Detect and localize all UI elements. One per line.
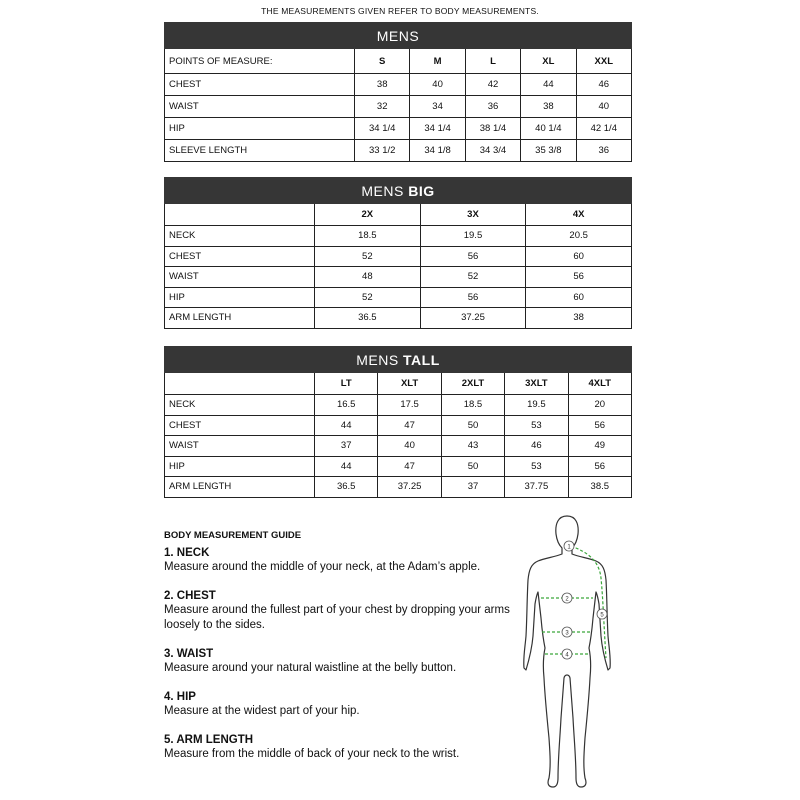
table-row (165, 118, 632, 140)
step-text: Measure from the middle of back of your neck to the wrist. (164, 748, 460, 760)
table-cell: 34 (410, 96, 465, 118)
title-plain: MENS (361, 182, 404, 199)
size-header: 3X (420, 204, 526, 226)
step-heading: 5. ARM LENGTH (164, 734, 254, 746)
table-cell: 37.75 (505, 477, 568, 498)
mens-tall-table-title (165, 347, 632, 373)
size-header: 2XLT (441, 373, 504, 395)
table-cell: 47 (378, 415, 441, 436)
table-row (165, 308, 632, 329)
table-cell: 37.25 (420, 308, 526, 329)
guide-step-arm-length (164, 733, 514, 762)
step-text: Measure around the middle of your neck, at the Adam’s apple. (164, 561, 481, 573)
table-cell: 38 (526, 308, 632, 329)
table-cell: 56 (568, 456, 631, 477)
table-cell: 37 (441, 477, 504, 498)
marker-label: 5 (600, 612, 604, 619)
mens-tall-size-table (164, 346, 632, 498)
row-label: ARM LENGTH (165, 308, 315, 329)
table-cell: 50 (441, 456, 504, 477)
table-row (165, 477, 632, 498)
table-row (165, 287, 632, 308)
table-row (165, 74, 632, 96)
table-cell: 56 (420, 246, 526, 267)
table-row (165, 267, 632, 288)
points-of-measure-label: POINTS OF MEASURE: (165, 49, 355, 74)
body-measurement-guide (164, 530, 514, 776)
size-header: LT (315, 373, 378, 395)
size-header: 4XLT (568, 373, 631, 395)
size-header: XXL (576, 49, 631, 74)
measurement-lines (541, 546, 606, 658)
table-cell: 20 (568, 395, 631, 416)
marker-4 (562, 649, 572, 659)
table-header-row (165, 204, 632, 226)
guide-title: BODY MEASUREMENT GUIDE (164, 530, 302, 541)
size-header: 2X (315, 204, 421, 226)
row-label: HIP (165, 287, 315, 308)
table-cell: 16.5 (315, 395, 378, 416)
table-cell: 36 (465, 96, 520, 118)
table-title-row (165, 347, 632, 373)
size-header: XL (521, 49, 576, 74)
table-cell: 40 1/4 (521, 118, 576, 140)
table-header-row (165, 373, 632, 395)
mens-table-title: MENS (165, 23, 632, 49)
header-label (165, 204, 315, 226)
table-row (165, 456, 632, 477)
table-cell: 36.5 (315, 308, 421, 329)
table-row (165, 226, 632, 247)
row-label: HIP (165, 118, 355, 140)
row-label: CHEST (165, 415, 315, 436)
table-row (165, 96, 632, 118)
table-cell: 17.5 (378, 395, 441, 416)
table-cell: 38 1/4 (465, 118, 520, 140)
mens-big-table-title (165, 178, 632, 204)
guide-step-waist (164, 647, 514, 676)
table-cell: 52 (315, 246, 421, 267)
table-cell: 56 (568, 415, 631, 436)
step-heading: 1. NECK (164, 547, 210, 559)
marker-5 (597, 609, 607, 619)
table-header-row (165, 49, 632, 74)
step-heading: 4. HIP (164, 691, 196, 703)
table-cell: 32 (355, 96, 410, 118)
guide-step-hip (164, 690, 514, 719)
guide-step-neck (164, 546, 514, 575)
marker-label: 4 (565, 652, 569, 659)
table-cell: 56 (420, 287, 526, 308)
row-label: WAIST (165, 267, 315, 288)
table-cell: 36.5 (315, 477, 378, 498)
table-cell: 36 (576, 140, 631, 162)
table-cell: 34 1/8 (410, 140, 465, 162)
header-label (165, 373, 315, 395)
mens-big-size-table (164, 177, 632, 329)
table-cell: 43 (441, 436, 504, 457)
table-cell: 19.5 (505, 395, 568, 416)
table-cell: 38.5 (568, 477, 631, 498)
size-header: L (465, 49, 520, 74)
row-label: CHEST (165, 74, 355, 96)
table-cell: 52 (315, 287, 421, 308)
table-cell: 40 (378, 436, 441, 457)
table-cell: 56 (526, 267, 632, 288)
table-cell: 38 (355, 74, 410, 96)
table-cell: 34 1/4 (355, 118, 410, 140)
table-cell: 48 (315, 267, 421, 288)
step-text: Measure at the widest part of your hip. (164, 705, 360, 717)
row-label: ARM LENGTH (165, 477, 315, 498)
table-cell: 44 (521, 74, 576, 96)
table-cell: 50 (441, 415, 504, 436)
marker-1 (564, 541, 574, 551)
table-cell: 49 (568, 436, 631, 457)
row-label: WAIST (165, 96, 355, 118)
table-cell: 38 (521, 96, 576, 118)
table-cell: 53 (505, 415, 568, 436)
measurement-notice: THE MEASUREMENTS GIVEN REFER TO BODY MEASUREMENTS. (261, 6, 539, 16)
table-cell: 44 (315, 456, 378, 477)
table-cell: 46 (576, 74, 631, 96)
table-cell: 53 (505, 456, 568, 477)
marker-3 (562, 627, 572, 637)
table-cell: 40 (410, 74, 465, 96)
step-text: Measure around your natural waistline at the belly button. (164, 662, 457, 674)
table-cell: 18.5 (315, 226, 421, 247)
row-label: NECK (165, 226, 315, 247)
table-row (165, 246, 632, 267)
guide-step-chest (164, 589, 514, 633)
table-cell: 47 (378, 456, 441, 477)
table-row (165, 140, 632, 162)
step-heading: 2. CHEST (164, 590, 216, 602)
mens-size-table (164, 22, 632, 162)
table-cell: 20.5 (526, 226, 632, 247)
table-cell: 44 (315, 415, 378, 436)
table-cell: 37.25 (378, 477, 441, 498)
table-cell: 40 (576, 96, 631, 118)
row-label: HIP (165, 456, 315, 477)
size-header: S (355, 49, 410, 74)
table-title-row (165, 23, 632, 49)
row-label: SLEEVE LENGTH (165, 140, 355, 162)
table-cell: 42 (465, 74, 520, 96)
step-heading: 3. WAIST (164, 648, 214, 660)
table-row (165, 415, 632, 436)
title-bold: TALL (403, 351, 440, 368)
size-header: 3XLT (505, 373, 568, 395)
marker-label: 2 (565, 596, 569, 603)
table-cell: 42 1/4 (576, 118, 631, 140)
arm-length-line (571, 546, 606, 658)
table-cell: 46 (505, 436, 568, 457)
table-cell: 35 3/8 (521, 140, 576, 162)
table-cell: 34 3/4 (465, 140, 520, 162)
table-cell: 37 (315, 436, 378, 457)
table-cell: 60 (526, 287, 632, 308)
table-cell: 33 1/2 (355, 140, 410, 162)
row-label: WAIST (165, 436, 315, 457)
title-plain: MENS (356, 351, 399, 368)
table-cell: 19.5 (420, 226, 526, 247)
body-outline-icon (505, 508, 630, 796)
size-header: XLT (378, 373, 441, 395)
size-header: M (410, 49, 465, 74)
step-text: Measure around the fullest part of your chest by dropping your arms loosely to the sides. (164, 604, 510, 631)
table-row (165, 436, 632, 457)
row-label: CHEST (165, 246, 315, 267)
table-cell: 34 1/4 (410, 118, 465, 140)
size-header: 4X (526, 204, 632, 226)
marker-label: 3 (565, 630, 569, 637)
marker-label: 1 (567, 544, 571, 551)
marker-2 (562, 593, 572, 603)
title-bold: BIG (408, 182, 435, 199)
table-cell: 60 (526, 246, 632, 267)
table-title-row (165, 178, 632, 204)
table-cell: 18.5 (441, 395, 504, 416)
row-label: NECK (165, 395, 315, 416)
table-cell: 52 (420, 267, 526, 288)
table-row (165, 395, 632, 416)
